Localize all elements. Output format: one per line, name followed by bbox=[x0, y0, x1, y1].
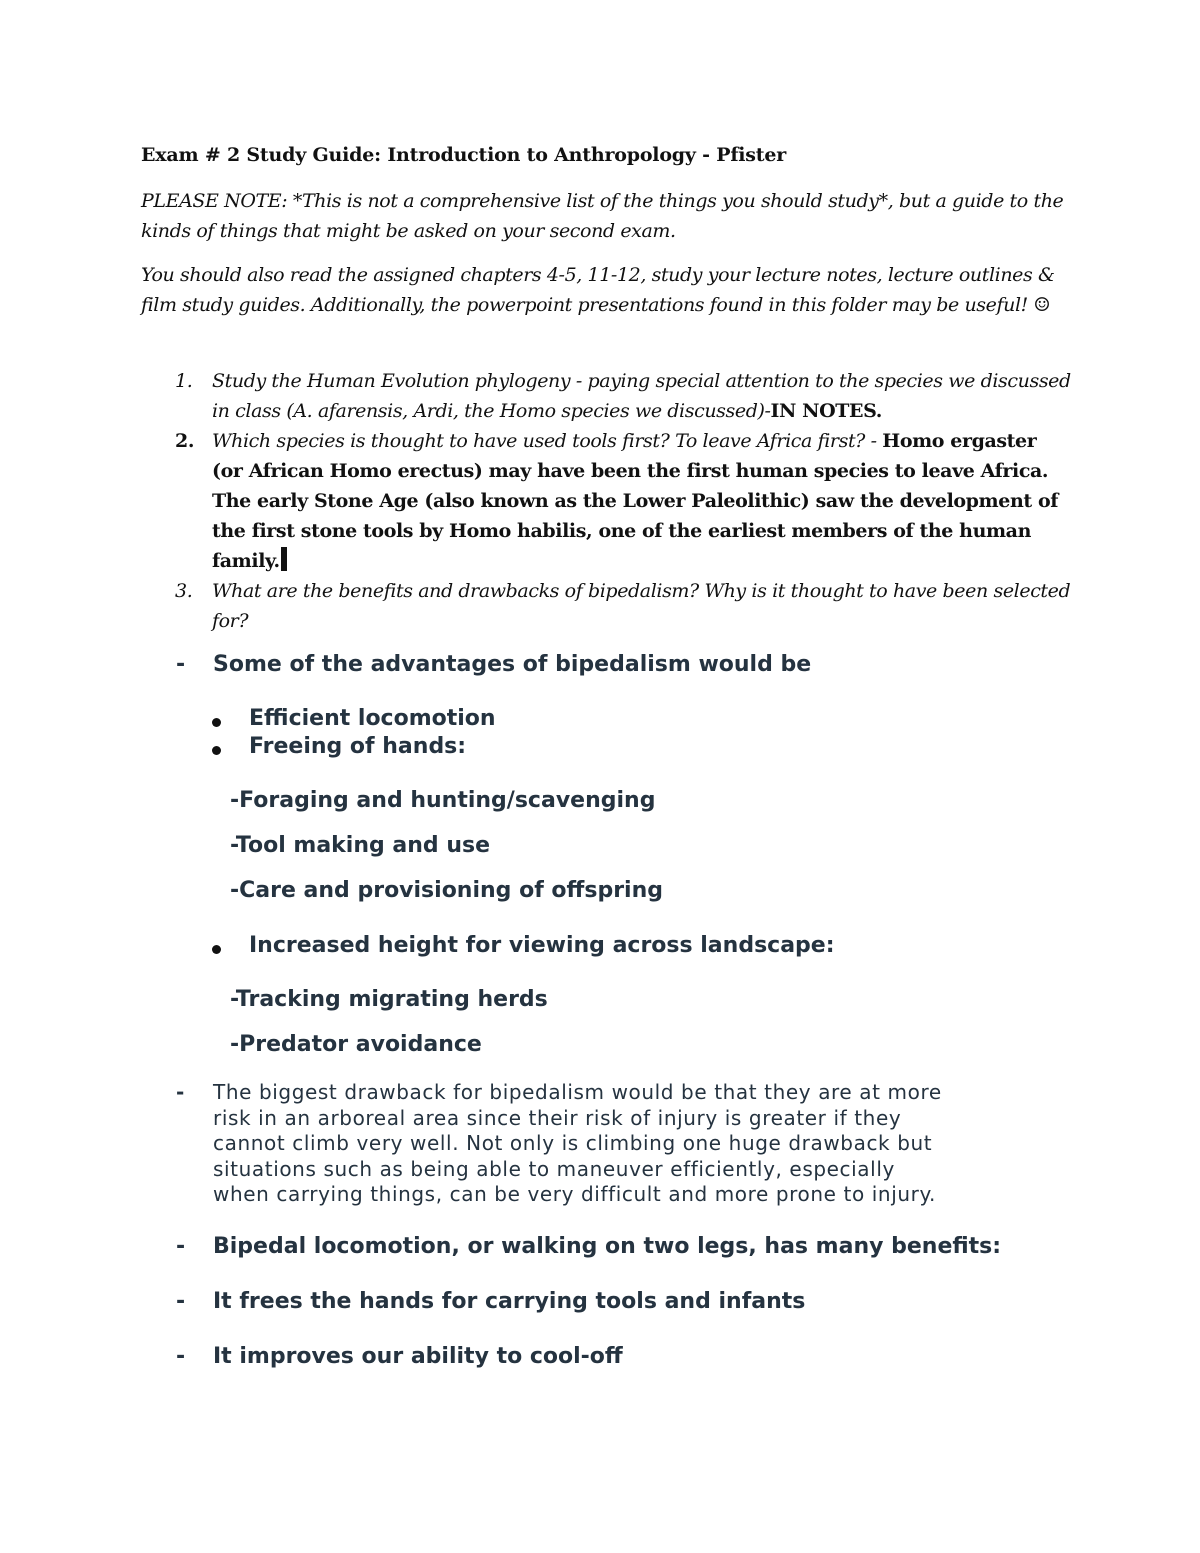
drawback-text bbox=[213, 1080, 1078, 1208]
sub-item: -Tool making and use bbox=[230, 833, 491, 858]
text-cursor bbox=[281, 547, 287, 571]
question-text: What are the benefits and drawbacks of bipedalism? Why is it thought to have been selected for? bbox=[212, 580, 1071, 632]
benefit-text: It improves our ability to cool-off bbox=[213, 1344, 623, 1369]
benefit-text: Bipedal locomotion, or walking on two legs, has many benefits: bbox=[213, 1234, 1002, 1259]
dash-marker: - bbox=[176, 1234, 186, 1259]
sub-item: -Foraging and hunting/scavenging bbox=[230, 788, 656, 813]
list-number: 1. bbox=[175, 370, 193, 392]
answer-text: Homo ergaster (or African Homo erectus) may have been the first human species to leave Africa. The early Stone Age (also known as the Lower Paleolithic) saw the development of the first stone tools by Homo habilis, one of the earliest members of the human family. bbox=[212, 430, 1058, 572]
list-item bbox=[141, 426, 1071, 576]
reading-paragraph: You should also read the assigned chapters 4-5, 11-12, study your lecture notes, lecture outlines & film study guides. Additionally, the powerpoint presentations found in this folder may be useful! ☺ bbox=[141, 264, 1055, 316]
answer-text: IN NOTES. bbox=[770, 400, 882, 422]
dash-marker: - bbox=[176, 1289, 186, 1314]
sub-item: -Tracking migrating herds bbox=[230, 987, 548, 1012]
list-number: 3. bbox=[175, 580, 193, 602]
list-item bbox=[141, 366, 1071, 426]
dash-marker: - bbox=[176, 1080, 185, 1104]
list-item bbox=[141, 576, 1071, 636]
bullet-icon bbox=[212, 718, 221, 727]
list-number: 2. bbox=[175, 430, 195, 452]
question-list bbox=[141, 366, 1071, 636]
drawback-line: situations such as being able to maneuver efficiently, especially bbox=[213, 1156, 895, 1181]
drawback-line: The biggest drawback for bipedalism would be that they are at more bbox=[213, 1080, 942, 1104]
bullet-text: Increased height for viewing across landscape: bbox=[249, 933, 835, 958]
dash-marker: - bbox=[176, 1344, 186, 1369]
bullet-text: Freeing of hands: bbox=[249, 734, 467, 759]
benefit-text: It frees the hands for carrying tools and infants bbox=[213, 1289, 806, 1314]
note-paragraph: PLEASE NOTE: *This is not a comprehensive list of the things you should study*, but a guide to the kinds of things that might be asked on your second exam. bbox=[141, 190, 1064, 242]
advantages-heading-text: Some of the advantages of bipedalism would be bbox=[213, 652, 812, 677]
drawback-line: risk in an arboreal area since their risk of injury is greater if they bbox=[213, 1105, 902, 1130]
question-text: Study the Human Evolution phylogeny - paying special attention to the species we discussed in class (A. afarensis, Ardi, the Homo species we discussed)- bbox=[212, 370, 1071, 422]
sub-item: -Care and provisioning of offspring bbox=[230, 878, 664, 903]
bullet-text: Efficient locomotion bbox=[249, 706, 496, 731]
bullet-icon bbox=[212, 945, 221, 954]
question-text: Which species is thought to have used tools first? To leave Africa first? - bbox=[212, 430, 877, 452]
sub-item: -Predator avoidance bbox=[230, 1032, 482, 1057]
document-title: Exam # 2 Study Guide: Introduction to Anthropology - Pfister bbox=[141, 144, 787, 166]
drawback-line: when carrying things, can be very difficult and more prone to injury. bbox=[213, 1182, 937, 1206]
dash-marker: - bbox=[176, 652, 186, 677]
drawback-line: cannot climb very well. Not only is climbing one huge drawback but bbox=[213, 1131, 933, 1155]
bullet-icon bbox=[212, 746, 221, 755]
